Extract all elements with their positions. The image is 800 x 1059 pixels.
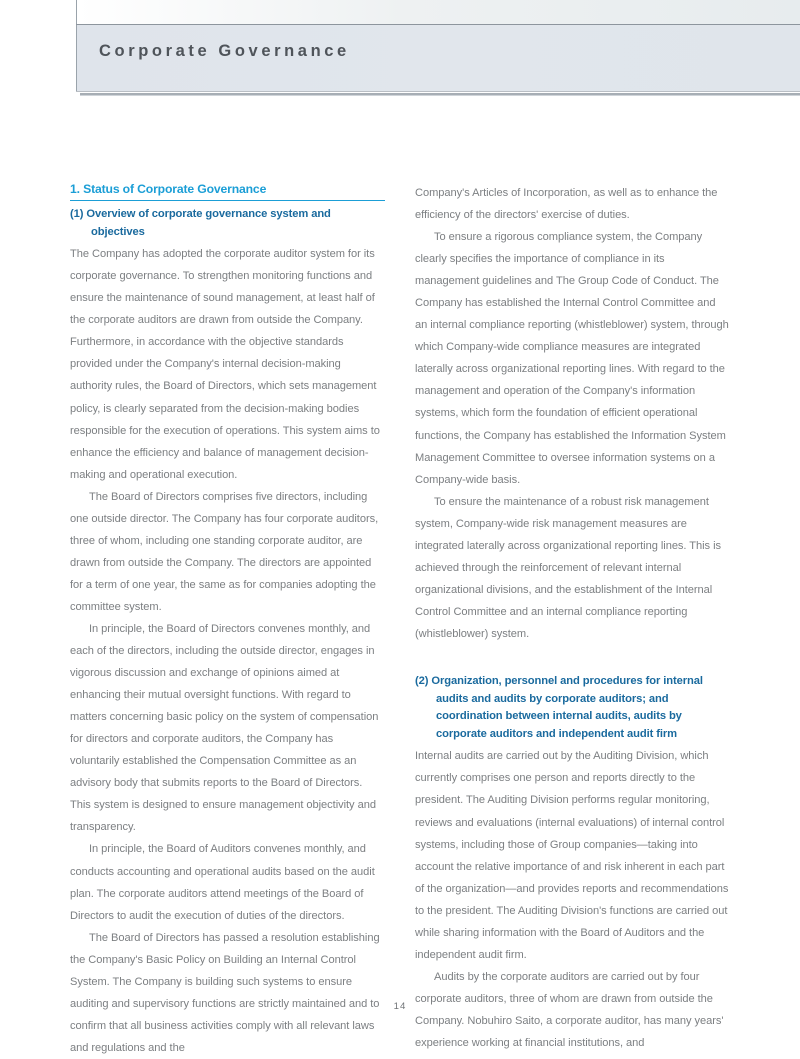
paragraph: The Board of Directors has passed a resolution establishing the Company's Basic Policy on Building an Internal Control System. The Company is building such systems to ensure auditing and supervisory functions are strictly maintained and to confirm that all business activities comply with all relevant laws and regulations and the — [70, 931, 380, 1054]
banner-top-strip — [76, 0, 800, 24]
paragraph: Internal audits are carried out by the Auditing Division, which currently comprises one person and reports directly to the president. The Auditing Division performs regular monitoring, reviews and evaluations (internal evaluations) of internal control systems, including those of Group companies—taking into account the relative importance of and risk inherent in each part of the organization—and provides reports and recommendations to the president. The Auditing Division's functions are carried out while sharing information with the Board of Auditors and the independent audit firm. — [415, 750, 729, 961]
paragraph: To ensure a rigorous compliance system, the Company clearly specifies the importance of compliance in its management guidelines and The Group Code of Conduct. The Company has established the Internal Control Committee and an internal compliance reporting (whistleblower) system, through which Company-wide compliance measures are integrated laterally across organizational reporting lines. With regard to the management and operation of the Company's information systems, which form the foundation of efficient operational functions, the Company has established the Information System Management Committee to oversee information systems on a Company-wide basis. — [415, 231, 729, 486]
paragraph: To ensure the maintenance of a robust risk management system, Company-wide risk management measures are integrated laterally across organizational reporting lines. This is achieved through the reinforcement of relevant internal organizational divisions, and the establishment of the Internal Control Committee and an internal compliance reporting (whistleblower) system. — [415, 495, 721, 640]
subsection-heading-1-overview: (1) Overview of corporate governance system and objectives — [70, 208, 331, 238]
paragraph: Audits by the corporate auditors are carried out by four corporate auditors, three of whom are drawn from outside the Company. Nobuhiro Saito, a corporate auditor, has many years' experience working at financial institutions, and — [415, 970, 724, 1049]
subsection-heading-2-organization-personnel-procedures: (2) Organization, personnel and procedures for internal audits and audits by corporate auditors; and coordination between internal audits, audits by corporate auditors and independent audit firm — [415, 674, 703, 740]
page-title: Corporate Governance — [99, 42, 350, 60]
paragraph: In principle, the Board of Auditors convenes monthly, and conducts accounting and operational audits based on the audit plan. The corporate auditors attend meetings of the Board of Directors to audit the execution of duties of the directors. — [70, 843, 375, 922]
paragraph: The Board of Directors comprises five directors, including one outside director. The Company has four corporate auditors, three of whom, including one standing corporate auditor, are drawn from outside the Company. The directors are appointed for a term of one year, the same as for companies adopting the committee system. — [70, 490, 379, 613]
page-number: 14 — [393, 1001, 407, 1012]
left-text-column — [70, 182, 385, 1059]
right-text-column — [415, 182, 730, 1059]
page-header-banner — [76, 0, 800, 97]
banner-divider-bottom — [76, 91, 800, 92]
banner-drop-shadow-soft — [80, 95, 800, 96]
paragraph: Company's Articles of Incorporation, as well as to enhance the efficiency of the directors' exercise of duties. — [415, 187, 718, 222]
paragraph: The Company has adopted the corporate auditor system for its corporate governance. To strengthen monitoring functions and ensure the maintenance of sound management, at least half of the corporate auditors are drawn from outside the Company. Furthermore, in accordance with the objective standards provided under the Company's internal decision-making authority rules, the Board of Directors, which sets management policy, is clearly separated from the decision-making bodies responsible for the execution of operations. This system aims to enhance the efficiency and balance of management decision-making and operational execution. — [70, 248, 380, 481]
section-heading-status-of-corporate-governance: 1. Status of Corporate Governance — [70, 182, 385, 201]
paragraph: In principle, the Board of Directors convenes monthly, and each of the directors, including the outside director, engages in vigorous discussion and exchange of opinions aimed at enhancing their mutual oversight functions. With regard to matters concerning basic policy on the system of compensation for directors and corporate auditors, the Company has voluntarily established the Compensation Committee as an advisory body that submits reports to the Board of Directors. This system is designed to ensure management objectivity and transparency. — [70, 622, 379, 834]
document-body — [70, 182, 730, 1059]
